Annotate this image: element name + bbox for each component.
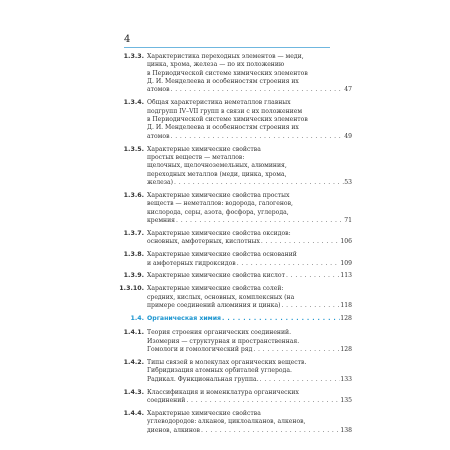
toc-entry-title [147, 410, 352, 435]
page-number: 4 [124, 34, 131, 45]
toc-leader-line [147, 315, 352, 323]
toc-title-line: Общая характеристика неметаллов главных [147, 99, 291, 107]
toc-title-line: углеводородов: алканов, циклоалканов, алкенов, [147, 418, 306, 426]
toc-entry [116, 53, 352, 95]
toc-title-last-line: кремния [147, 216, 176, 224]
toc-section-heading [116, 315, 352, 323]
toc-title-line: в Периодической системе химических элементов [147, 116, 308, 123]
toc-title-line: подгрупп IV–VII групп в связи с их положением [147, 107, 303, 115]
toc-entry-number: 1.4. [130, 315, 144, 323]
toc-page-number: 53 [344, 179, 352, 186]
toc-entry-number: 1.4.3. [123, 388, 144, 396]
toc-entry-number: 1.3.10. [119, 285, 144, 293]
toc-title-last-line: примере соединений алюминия и цинка) [147, 302, 281, 310]
toc-title-line: Характерные химические свойства оксидов: [147, 229, 291, 237]
dot-leader [173, 179, 344, 187]
toc-entry-number: 1.3.7. [123, 229, 144, 237]
toc-title-line: Гибридизация атомных орбиталей углерода. [147, 367, 292, 375]
toc-title-line: средних, кислых, основных, комплексных (на [147, 293, 295, 301]
toc-entry [116, 329, 352, 354]
dot-leader [185, 397, 340, 405]
dot-leader [280, 302, 340, 310]
toc-entry [116, 99, 352, 141]
toc-leader-line [147, 302, 352, 310]
toc-entry [116, 146, 352, 188]
dot-leader [259, 376, 341, 384]
toc-entry-title [147, 53, 352, 95]
toc-leader-line [147, 260, 352, 268]
toc-entry-title [147, 146, 352, 188]
toc-title-last-line: диенов, алкинов [147, 426, 200, 434]
toc-page-number: 113 [340, 272, 352, 280]
toc-page-number: 109 [340, 259, 352, 267]
toc-entry-title [147, 272, 352, 280]
toc-entry-number: 1.3.9. [123, 272, 144, 280]
toc-title-last-line: Органическая химия [147, 315, 222, 323]
toc-title-last-line: атомов [147, 132, 170, 140]
dot-leader [221, 315, 340, 323]
toc-entry-title [147, 389, 352, 406]
toc-title-line: Характеристика переходных элементов — меди, [147, 53, 304, 60]
toc-title-line: Изомерия — структурная и пространственная. [147, 337, 300, 345]
toc-title-last-line: Гомологи и гомологический ряд [147, 346, 253, 354]
toc-entry [116, 389, 352, 406]
toc-leader-line [147, 427, 352, 435]
toc-entry-number: 1.4.1. [123, 329, 144, 337]
toc-entry-number: 1.3.6. [123, 191, 144, 199]
toc-title-line: Характерные химические свойства простых [147, 191, 290, 199]
toc-title-line: щелочных, щелочноземельных, алюминия, [147, 162, 287, 170]
toc-title-last-line: соединений [147, 396, 186, 404]
toc-title-last-line: атомов [147, 86, 170, 94]
toc-entry-title [147, 230, 352, 247]
toc-page-number: 71 [344, 216, 352, 224]
table-of-contents [116, 53, 352, 440]
toc-page-number: 128 [340, 346, 352, 354]
toc-entry-number: 1.4.2. [123, 359, 144, 366]
toc-leader-line [147, 217, 352, 225]
toc-entry [116, 192, 352, 225]
toc-leader-line [147, 86, 352, 94]
toc-title-line: Характерные химические свойства [147, 409, 261, 417]
toc-page-number: 49 [344, 132, 352, 140]
toc-entry [116, 410, 352, 435]
toc-page-number: 135 [340, 396, 352, 404]
toc-title-line: Теория строения органических соединений. [147, 329, 292, 337]
toc-title-line: кислорода, серы, азота, фосфора, углерода, [147, 208, 289, 216]
toc-title-line: Характерные химические свойства солей: [147, 285, 284, 293]
toc-entry [116, 272, 352, 280]
toc-entry-number: 1.3.8. [123, 251, 144, 259]
toc-title-line: Характерные химические свойства оснований [147, 251, 297, 259]
toc-page-number: 106 [340, 238, 352, 246]
toc-title-line: в Периодической системе химических элементов [147, 69, 308, 77]
toc-entry-title [147, 315, 352, 323]
toc-page-number: 138 [340, 426, 352, 434]
toc-title-last-line: железа) [147, 179, 174, 186]
toc-leader-line [147, 133, 352, 141]
toc-page-number: 128 [340, 315, 352, 323]
dot-leader [170, 86, 345, 94]
toc-entry [116, 251, 352, 268]
toc-entry-number: 1.3.3. [123, 53, 144, 60]
toc-title-line: Классификация и номенклатура органических [147, 388, 299, 396]
toc-title-last-line: основных, амфотерных, кислотных [147, 238, 260, 246]
toc-leader-line [147, 397, 352, 405]
toc-entry-title [147, 251, 352, 268]
toc-entry-title [147, 285, 352, 310]
dot-leader [260, 238, 340, 246]
toc-entry-number: 1.3.5. [123, 145, 144, 153]
dot-leader [170, 133, 345, 141]
toc-entry-title [147, 359, 352, 384]
toc-title-line: Д. И. Менделеева и особенностям строения их [147, 78, 299, 86]
toc-entry-title [147, 329, 352, 354]
toc-title-line: веществ — неметаллов: водорода, галогенов, [147, 200, 293, 208]
toc-entry-number: 1.4.4. [123, 409, 144, 417]
toc-title-line: Характерные химические свойства [147, 145, 261, 153]
toc-leader-line [147, 346, 352, 354]
toc-title-line: Типы связей в молекулах органических веществ. [147, 359, 307, 366]
toc-page-number: 47 [344, 86, 352, 94]
toc-entry-title [147, 99, 352, 141]
dot-leader [236, 260, 341, 268]
toc-page-number: 118 [340, 302, 352, 310]
toc-leader-line [147, 376, 352, 384]
toc-entry [116, 359, 352, 384]
toc-title-line: переходных металлов (меди, цинка, хрома, [147, 170, 287, 178]
dot-leader [200, 427, 340, 435]
toc-title-last-line: и амфотерных гидроксидов [147, 259, 236, 267]
toc-title-line: простых веществ — металлов: [147, 153, 245, 161]
toc-entry [116, 285, 352, 310]
toc-title-last-line: Характерные химические свойства кислот [147, 272, 285, 280]
toc-leader-line [147, 179, 352, 187]
toc-leader-line [147, 238, 352, 246]
header-rule [124, 47, 330, 48]
toc-title-line: Д. И. Менделеева и особенностям строения их [147, 124, 299, 132]
toc-title-last-line: Радикал. Функциональная группа. [147, 375, 259, 383]
toc-entry-title [147, 192, 352, 225]
dot-leader [285, 272, 340, 280]
dot-leader [175, 217, 344, 225]
dot-leader [252, 346, 340, 354]
toc-page-number: 133 [340, 375, 352, 383]
toc-entry-number: 1.3.4. [123, 99, 144, 107]
toc-title-line: цинка, хрома, железа — по их положению [147, 61, 285, 69]
toc-entry [116, 230, 352, 247]
toc-leader-line [147, 272, 352, 280]
